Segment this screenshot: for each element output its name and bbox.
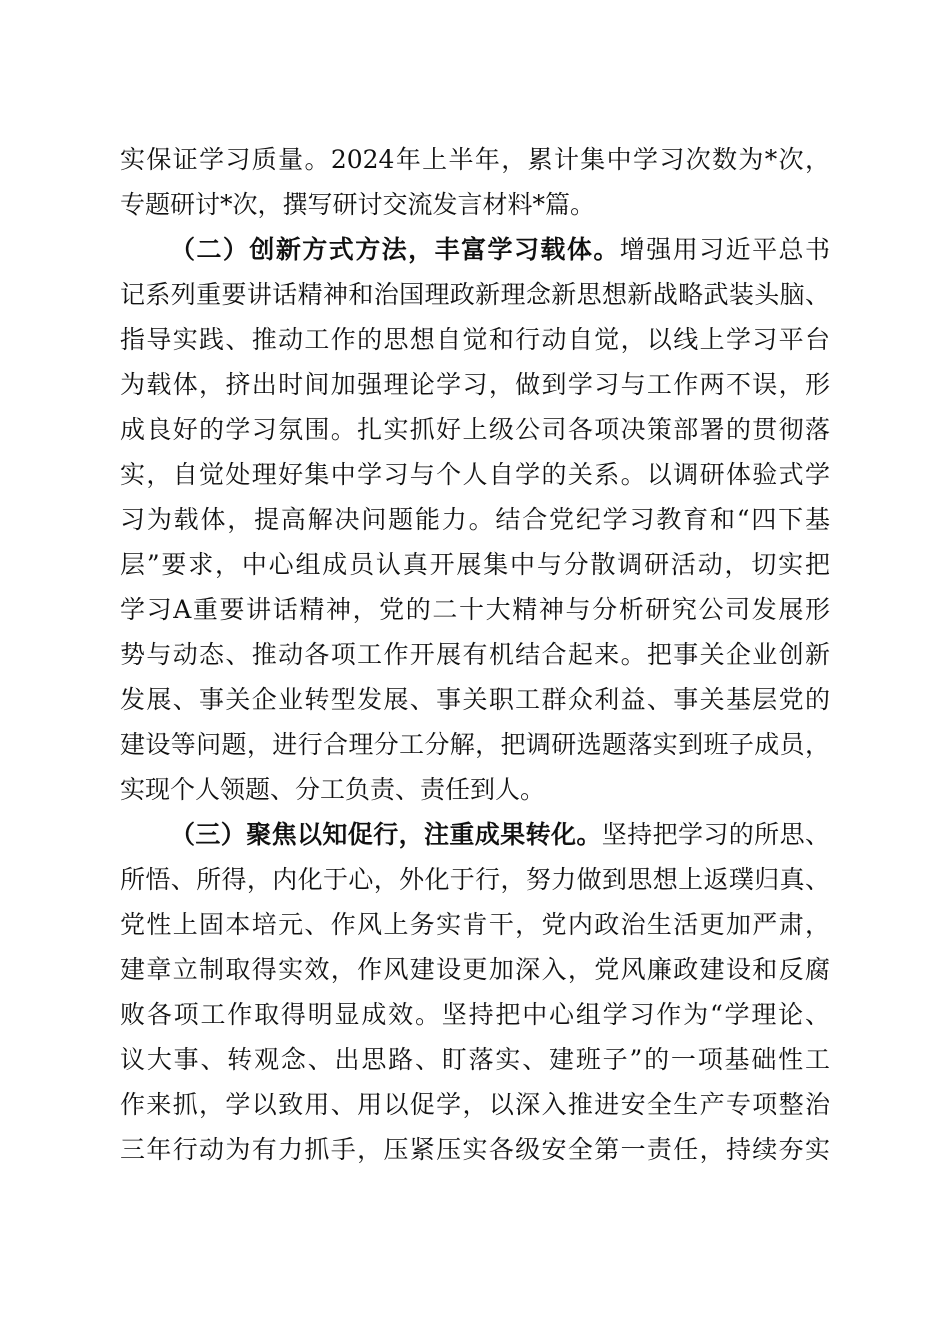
text-line: 层”要求，中心组成员认真开展集中与分散调研活动，切实把 — [120, 550, 830, 579]
text-line: 学习A重要讲话精神，党的二十大精神与分析研究公司发展形 — [120, 595, 830, 624]
text-line: 实保证学习质量。2024年上半年，累计集中学习次数为*次， — [120, 145, 830, 174]
section-heading: （二）创新方式方法，丰富学习载体。 — [170, 235, 620, 264]
text-line: 建章立制取得实效，作风建设更加深入，党风廉政建设和反腐 — [120, 955, 830, 984]
text-line: 败各项工作取得明显成效。坚持把中心组学习作为“学理论、 — [120, 1000, 830, 1029]
text-line: 三年行动为有力抓手，压紧压实各级安全第一责任，持续夯实 — [120, 1135, 830, 1164]
section-heading-line — [170, 815, 830, 855]
text-line: 实，自觉处理好集中学习与个人自学的关系。以调研体验式学 — [120, 460, 830, 489]
text-line: 成良好的学习氛围。扎实抓好上级公司各项决策部署的贯彻落 — [120, 415, 830, 444]
section-heading-line — [170, 230, 830, 270]
text-line: 实现个人领题、分工负责、责任到人。 — [120, 775, 546, 804]
text-line: 议大事、转观念、出思路、盯落实、建班子”的一项基础性工 — [120, 1045, 830, 1074]
text-line: 习为载体，提高解决问题能力。结合党纪学习教育和“四下基 — [120, 505, 830, 534]
text-line: 所悟、所得，内化于心，外化于行，努力做到思想上返璞归真、 — [120, 865, 830, 894]
text-line: 建设等问题，进行合理分工分解，把调研选题落实到班子成员， — [120, 730, 830, 759]
text-line: 党性上固本培元、作风上务实肯干，党内政治生活更加严肃， — [120, 910, 830, 939]
text-line: 作来抓，学以致用、用以促学，以深入推进安全生产专项整治 — [120, 1090, 830, 1119]
text-line: 专题研讨*次，撰写研讨交流发言材料*篇。 — [120, 190, 596, 219]
text-line: 势与动态、推动各项工作开展有机结合起来。把事关企业创新 — [120, 640, 830, 669]
text-line: 为载体，挤出时间加强理论学习，做到学习与工作两不误，形 — [120, 370, 830, 399]
text-line: 记系列重要讲话精神和治国理政新理念新思想新战略武装头脑、 — [120, 280, 830, 309]
heading-line-text: 坚持把学习的所思、 — [601, 820, 830, 849]
section-heading: （三）聚焦以知促行，注重成果转化。 — [170, 820, 602, 849]
text-line: 发展、事关企业转型发展、事关职工群众利益、事关基层党的 — [120, 685, 830, 714]
text-line: 指导实践、推动工作的思想自觉和行动自觉，以线上学习平台 — [120, 325, 830, 354]
heading-line-text: 增强用习近平总书 — [619, 235, 830, 264]
